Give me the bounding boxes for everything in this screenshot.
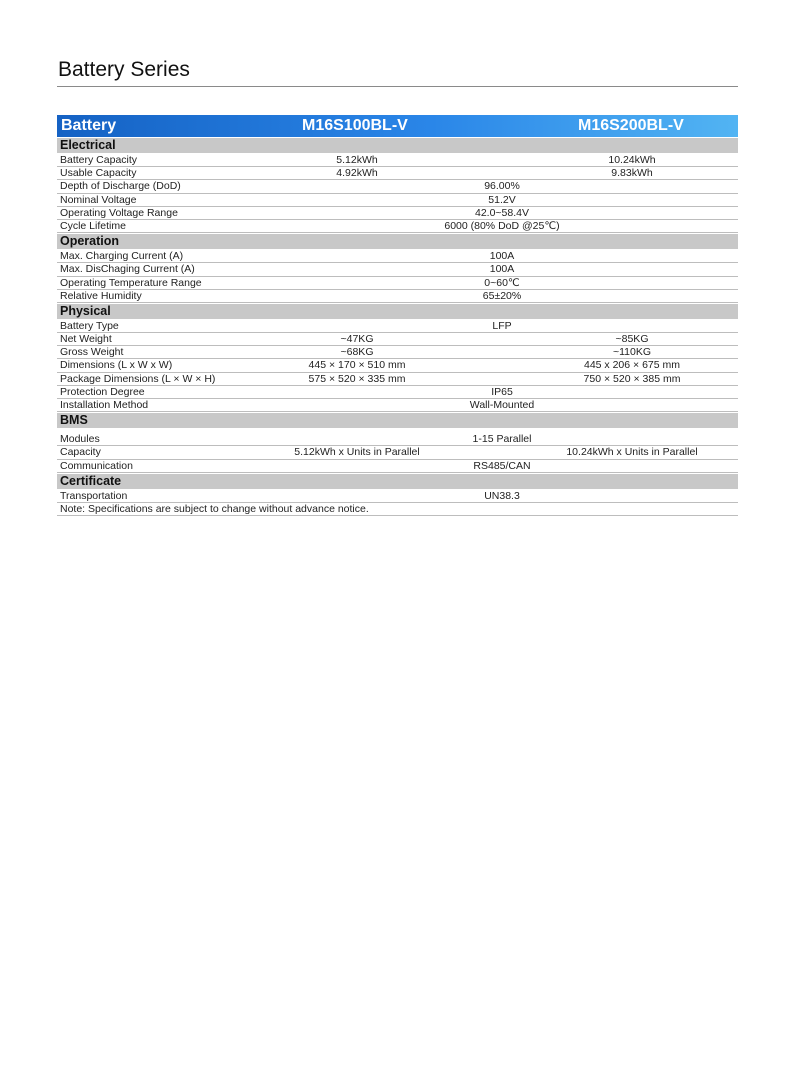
row-value-model-2: 10.24kWh x Units in Parallel [566, 446, 698, 459]
table-row [57, 277, 738, 290]
row-value-shared: IP65 [491, 385, 513, 398]
row-value-shared: 96.00% [484, 180, 520, 193]
table-row [57, 207, 738, 220]
table-row [57, 433, 738, 446]
row-value-shared: 100A [489, 250, 515, 263]
row-label: Net Weight [60, 333, 112, 346]
row-label: Battery Type [60, 319, 119, 332]
table-row [57, 386, 738, 399]
table-row [57, 220, 738, 233]
page-title: Battery Series [58, 58, 190, 81]
section-bms: BMS [57, 413, 738, 428]
table-row [57, 490, 738, 503]
table-row [57, 399, 738, 412]
table-note: Note: Specifications are subject to change without advance notice. [57, 503, 738, 516]
row-value-shared: RS485/CAN [473, 459, 531, 472]
row-value-shared: 42.0~58.4V [474, 206, 529, 219]
row-value-shared: 6000 (80% DoD @25℃) [444, 219, 560, 232]
row-label: Capacity [60, 446, 101, 459]
table-row [57, 460, 738, 473]
row-label: Operating Temperature Range [60, 276, 202, 289]
row-value-shared: 65±20% [482, 289, 522, 302]
header-battery-label: Battery [61, 117, 117, 134]
table-row [57, 333, 738, 346]
header-model-1: M16S100BL-V [302, 117, 408, 134]
table-header-row [57, 115, 738, 137]
spec-table [57, 115, 738, 516]
row-value-model-2: 750 × 520 × 385 mm [583, 372, 681, 385]
table-row [57, 167, 738, 180]
row-value-model-2: ~110KG [612, 346, 652, 359]
row-value-model-1: 4.92kWh [336, 167, 378, 180]
row-value-model-2: ~85KG [615, 333, 649, 346]
row-label: Max. DisChaging Current (A) [60, 263, 195, 276]
row-label: Depth of Discharge (DoD) [60, 180, 181, 193]
row-label: Package Dimensions (L × W × H) [60, 372, 216, 385]
row-label: Protection Degree [60, 385, 145, 398]
table-row [57, 154, 738, 167]
table-row [57, 290, 738, 303]
row-value-shared: 100A [489, 263, 515, 276]
table-row [57, 359, 738, 372]
section-operation: Operation [57, 234, 738, 249]
section-certificate: Certificate [57, 474, 738, 489]
table-row [57, 320, 738, 333]
table-row [57, 446, 738, 459]
row-value-shared: 0~60℃ [484, 276, 520, 289]
row-value-shared: Wall-Mounted [469, 399, 535, 411]
row-value-shared: 51.2V [488, 193, 516, 206]
row-value-model-1: 445 × 170 × 510 mm [308, 359, 406, 372]
table-row [57, 180, 738, 193]
row-value-model-2: 445 x 206 × 675 mm [583, 359, 681, 372]
table-row [57, 373, 738, 386]
table-row [57, 346, 738, 359]
row-label: Modules [60, 433, 100, 446]
row-value-shared: LFP [492, 319, 512, 332]
row-label: Nominal Voltage [60, 193, 137, 206]
row-label: Max. Charging Current (A) [60, 250, 184, 263]
row-value-model-1: 575 × 520 × 335 mm [308, 372, 406, 385]
row-value-model-2: 9.83kWh [611, 167, 653, 180]
row-label: Battery Capacity [60, 154, 138, 166]
section-electrical: Electrical [57, 138, 738, 153]
row-label: Communication [60, 459, 133, 472]
row-value-model-1: 5.12kWh [336, 154, 378, 166]
row-label: Gross Weight [60, 346, 124, 359]
row-label: Usable Capacity [60, 167, 137, 180]
table-row [57, 263, 738, 276]
row-value-shared: 1-15 Parallel [472, 433, 532, 446]
row-value-shared: UN38.3 [484, 489, 520, 502]
title-divider [57, 86, 738, 87]
row-value-model-1: ~68KG [340, 346, 374, 359]
row-label: Dimensions (L x W x W) [60, 359, 173, 372]
section-physical: Physical [57, 304, 738, 319]
row-value-model-1: 5.12kWh x Units in Parallel [294, 446, 420, 459]
row-value-model-2: 10.24kWh [608, 154, 656, 166]
table-row [57, 194, 738, 207]
row-label: Operating Voltage Range [60, 206, 178, 219]
row-label: Installation Method [60, 399, 149, 411]
row-label: Cycle Lifetime [60, 219, 126, 232]
row-value-model-1: ~47KG [340, 333, 374, 346]
row-label: Relative Humidity [60, 289, 142, 302]
table-row [57, 250, 738, 263]
header-model-2: M16S200BL-V [578, 117, 684, 134]
row-label: Transportation [60, 489, 128, 502]
